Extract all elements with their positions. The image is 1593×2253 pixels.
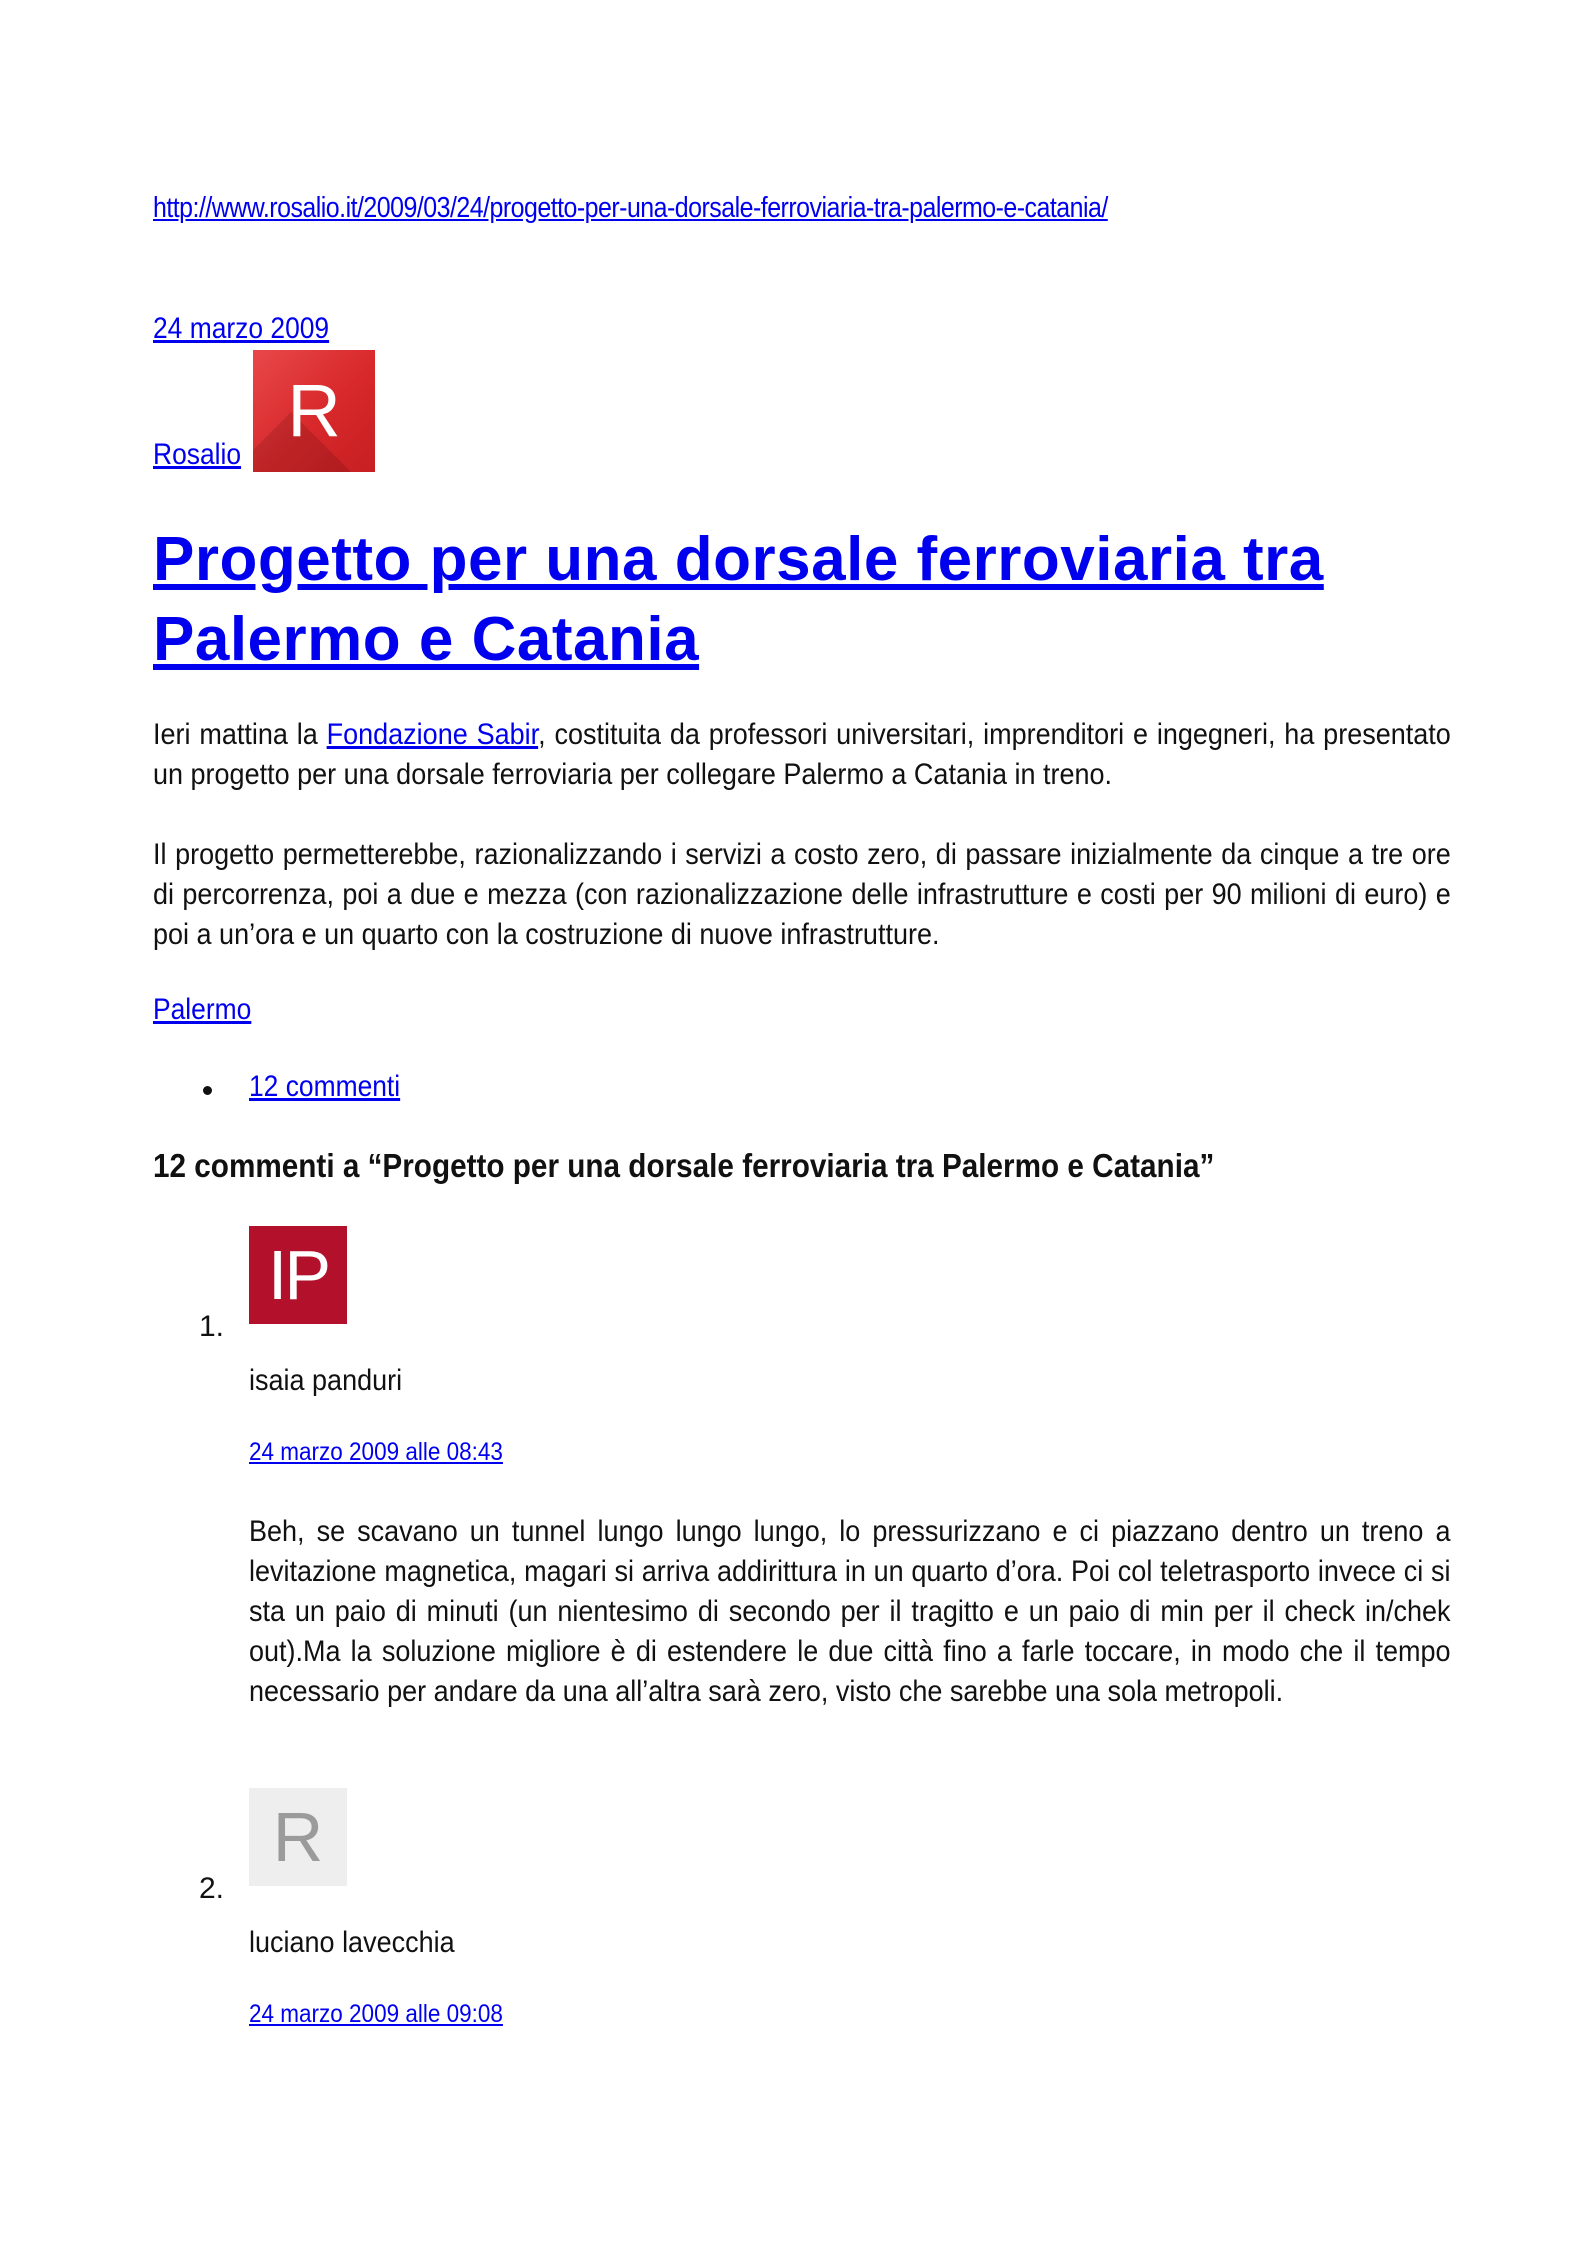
comment-number: 2. <box>199 1872 225 1905</box>
fondazione-sabir-link[interactable]: Fondazione Sabir <box>326 718 539 751</box>
avatar <box>249 1226 347 1324</box>
rosalio-logo[interactable] <box>253 350 375 472</box>
comment-author: luciano lavecchia <box>249 1926 455 1959</box>
post-meta-list <box>153 1070 421 1104</box>
post-title-link[interactable]: Progetto per una dorsale ferroviaria tra Palermo e Catania <box>153 525 1324 674</box>
post-title <box>153 520 1451 680</box>
author-link[interactable]: Rosalio <box>153 438 242 471</box>
comments-heading: 12 commenti a “Progetto per una dorsale ferroviaria tra Palermo e Catania” <box>153 1147 1215 1184</box>
list-item <box>153 1070 421 1104</box>
avatar-initials: IP <box>267 1236 329 1314</box>
rosalio-logo-letter: R <box>287 369 341 452</box>
comment-number: 1. <box>199 1310 225 1343</box>
post-date-link[interactable]: 24 marzo 2009 <box>153 312 330 345</box>
avatar <box>249 1788 347 1886</box>
post-paragraph-2: Il progetto permetterebbe, razionalizzando i servizi a costo zero, di passare inizialmente da cinque a tre ore di percorrenza, poi a due e mezza (con razionalizzazione delle infrastrutture e costi per 90 milioni di euro) e poi a un’ora e un quarto con la costruzione di nuove infrastrutture. <box>153 838 1451 951</box>
avatar-initials: R <box>272 1798 324 1876</box>
category-link[interactable]: Palermo <box>153 993 252 1026</box>
comment-timestamp-link[interactable]: 24 marzo 2009 alle 09:08 <box>249 2000 503 2028</box>
comments-count-link[interactable]: 12 commenti <box>249 1070 401 1103</box>
paragraph-1-before: Ieri mattina la <box>153 718 327 751</box>
comment-timestamp-link[interactable]: 24 marzo 2009 alle 08:43 <box>249 1438 503 1466</box>
source-url-link[interactable]: http://www.rosalio.it/2009/03/24/progetto-per-una-dorsale-ferroviaria-tra-palermo-e-catania/ <box>153 192 1108 224</box>
paragraph-1-after: , costituita da professori universitari, imprenditori e ingegneri, ha presentato un progetto per una dorsale ferroviaria per collegare Palermo a Catania in treno. <box>153 718 1451 791</box>
bullet-icon <box>203 1086 212 1095</box>
comment-text: Beh, se scavano un tunnel lungo lungo lungo, lo pressurizzano e ci piazzano dentro un treno a levitazione magnetica, magari si arriva addirittura in un quarto d’ora. Poi col teletrasporto invece ci si sta un paio di minuti (un nientesimo di secondo per il tragitto e un paio di min per il check in/chek out).Ma la soluzione migliore è di estendere le due città fino a farle toccare, in modo che il tempo necessario per andare da una all’altra sarà zero, visto che sarebbe una sola metropoli. <box>249 1515 1451 1708</box>
post-paragraph-1 <box>153 715 1451 795</box>
comment-author: isaia panduri <box>249 1364 403 1397</box>
author-row <box>153 350 375 472</box>
